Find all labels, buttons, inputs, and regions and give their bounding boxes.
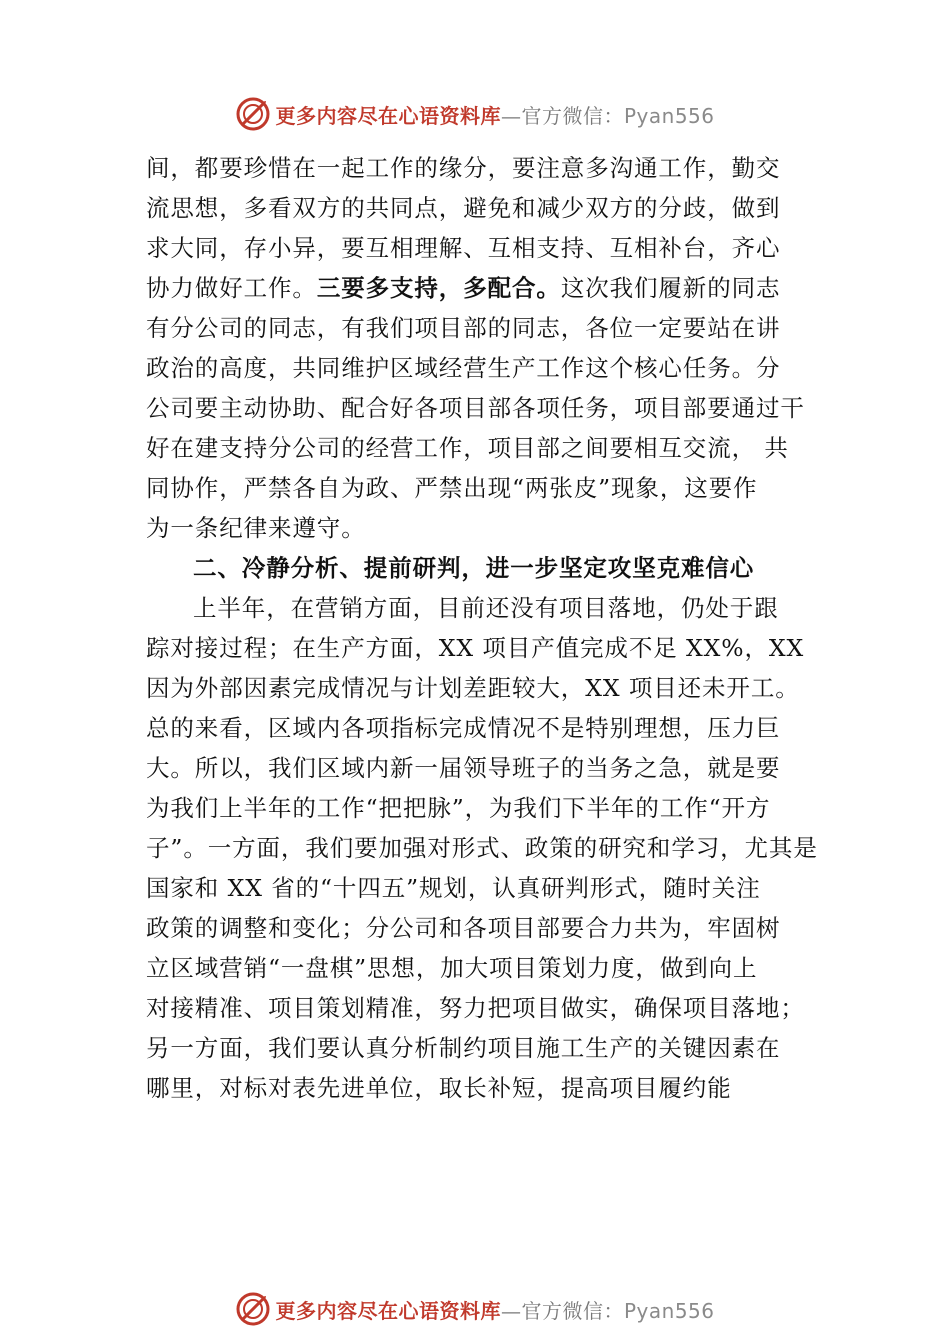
body-line: 国家和 XX 省的“十四五”规划，认真研判形式，随时关注 (146, 874, 761, 902)
seal-logo-icon (235, 96, 271, 132)
document-body (146, 148, 826, 1108)
body-line: 总的来看，区域内各项指标完成情况不是特别理想，压力巨 (146, 714, 781, 742)
bold-emphasis: 三要多支持，多配合。 (316, 274, 561, 302)
body-line: 对接精准、项目策划精准，努力把项目做实，确保项目落地； (146, 994, 805, 1022)
banner-middle: —官方微信： (500, 1298, 624, 1323)
body-line: 政治的高度，共同维护区域经营生产工作这个核心任务。分 (146, 354, 781, 382)
banner-handle: Pyan556 (623, 103, 715, 128)
banner-prefix: 更多内容尽在心语资料库 (275, 1298, 501, 1323)
body-line: 有分公司的同志，有我们项目部的同志，各位一定要站在讲 (146, 314, 781, 342)
body-line: 另一方面，我们要认真分析制约项目施工生产的关键因素在 (146, 1034, 781, 1062)
banner-handle: Pyan556 (623, 1298, 715, 1323)
seal-logo-icon (235, 1291, 271, 1327)
body-line: 政策的调整和变化；分公司和各项目部要合力共为，牢固树 (146, 914, 781, 942)
body-text: 协力做好工作。 (146, 274, 317, 302)
body-line: 因为外部因素完成情况与计划差距较大，XX 项目还未开工。 (146, 674, 800, 702)
body-line: 子”。一方面，我们要加强对形式、政策的研究和学习，尤其是 (146, 834, 818, 862)
body-line (146, 268, 826, 308)
body-line: 间，都要珍惜在一起工作的缘分，要注意多沟通工作，勤交 (146, 154, 781, 182)
body-line: 公司要主动协助、配合好各项目部各项任务，项目部要通过干 (146, 394, 805, 422)
body-line: 立区域营销“一盘棋”思想，加大项目策划力度，做到向上 (146, 954, 758, 982)
body-line: 流思想，多看双方的共同点，避免和减少双方的分歧，做到 (146, 194, 781, 222)
body-line: 好在建支持分公司的经营工作，项目部之间要相互交流， 共 (146, 434, 789, 462)
header-watermark-banner (0, 94, 950, 134)
body-line: 哪里，对标对表先进单位，取长补短，提高项目履约能 (146, 1074, 732, 1102)
body-line: 为我们上半年的工作“把把脉”，为我们下半年的工作“开方 (146, 794, 771, 822)
banner-middle: —官方微信： (500, 103, 624, 128)
section-heading: 二、冷静分析、提前研判，进一步坚定攻坚克难信心 (193, 554, 755, 582)
body-line: 求大同，存小异，要互相理解、互相支持、互相补台，齐心 (146, 234, 781, 262)
body-line: 踪对接过程；在生产方面，XX 项目产值完成不足 XX%，XX (146, 634, 805, 662)
paragraph-first-line: 上半年，在营销方面，目前还没有项目落地，仍处于跟 (193, 594, 779, 622)
banner-prefix: 更多内容尽在心语资料库 (275, 103, 501, 128)
body-line: 同协作，严禁各自为政、严禁出现“两张皮”现象，这要作 (146, 474, 758, 502)
body-line: 为一条纪律来遵守。 (146, 514, 366, 542)
body-line: 大。所以，我们区域内新一届领导班子的当务之急，就是要 (146, 754, 781, 782)
footer-watermark-banner (0, 1289, 950, 1329)
body-text: 这次我们履新的同志 (560, 274, 781, 302)
